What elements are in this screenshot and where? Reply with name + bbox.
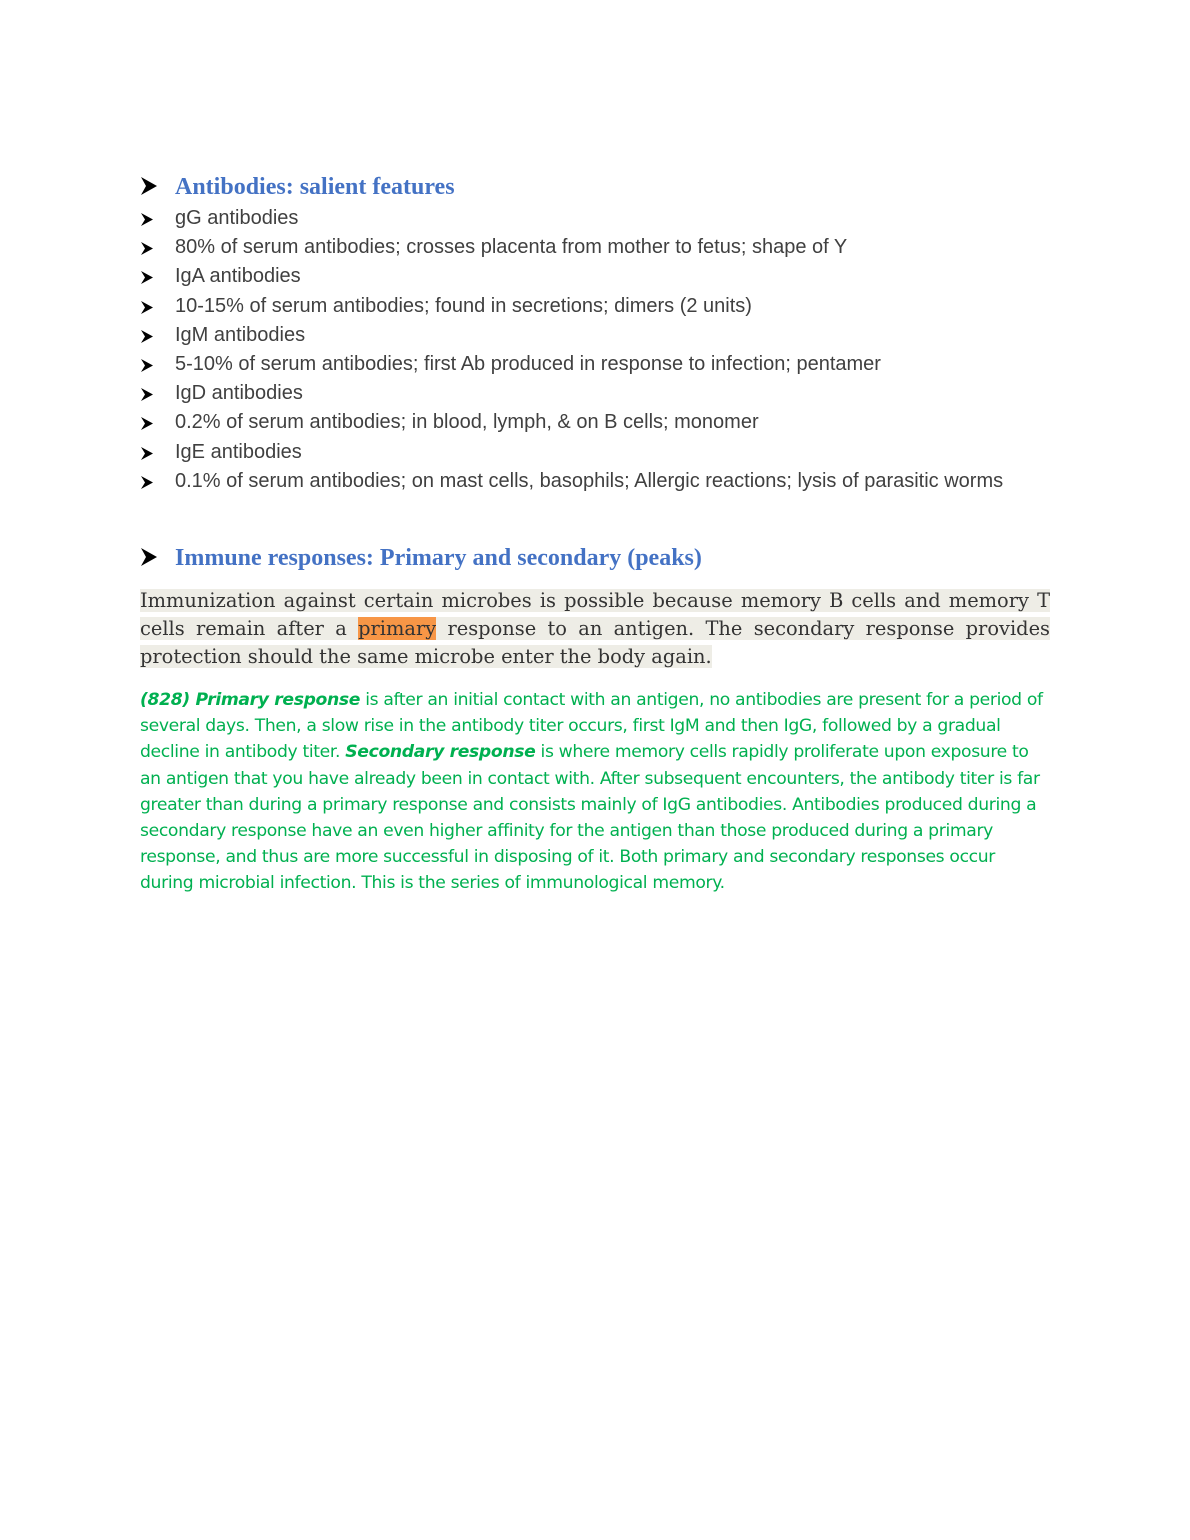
section-heading-antibodies [140,170,1050,204]
arrowhead-bullet-icon [140,350,175,373]
list-item-text: gG antibodies [175,207,299,229]
immunization-text-after: response to an antigen. The secondary response provides protection should the same microbe enter the body again. [140,617,1050,669]
arrowhead-bullet-icon [140,204,175,227]
list-item [140,379,1050,408]
list-item-text: IgA antibodies [175,265,301,288]
arrowhead-bullet-icon [140,292,175,315]
list-item [140,233,1050,262]
list-item [140,321,1050,350]
list-item-text: IgD antibodies [175,382,303,405]
list-item-text: IgM antibodies [175,323,306,346]
immunization-text-before: Immunization against certain microbes is possible because memory B cells and memory T cells remain after a [140,589,1050,641]
antibody-feature-list [140,204,1050,496]
arrowhead-bullet-icon [140,262,175,285]
arrowhead-bullet-icon [140,233,175,256]
list-item-text: IgE antibodies [175,440,302,463]
immunization-paragraph [140,587,1050,671]
list-item [140,467,1050,496]
primary-response-term: (828) Primary response [140,690,361,711]
arrowhead-bullet-icon [140,467,175,490]
secondary-response-term: Secondary response [345,742,536,763]
list-item [140,262,1050,291]
arrowhead-bullet-icon [140,408,175,431]
list-item [140,204,1050,233]
heading-text: Immune responses: Primary and secondary (peaks) [175,545,702,572]
list-item-text: 0.2% of serum antibodies; in blood, lymph, & on B cells; monomer [175,411,759,434]
arrowhead-bullet-icon [140,379,175,402]
notes-text-part1: is after an initial contact with an antigen, no antibodies are present for a period of several days. Then, a slow rise in the antibody titer occurs, first IgM and then IgG, followed by a gradual decline in antibody titer. [140,690,1043,763]
section-heading-immune-responses [140,541,1050,575]
notes-text-part2: is where memory cells rapidly proliferate upon exposure to an antigen that you have already been in contact with. After subsequent encounters, the antibody titer is far greater than during a primary response and consists mainly of IgG antibodies. Antibodies produced during a secondary response have an even higher affinity for the antigen than those produced during a primary response, and thus are more successful in disposing of it. Both primary and secondary responses occur during microbial infection. This is the series of immunological memory. [140,742,1040,894]
list-item [140,292,1050,321]
list-item-text: 10-15% of serum antibodies; found in secretions; dimers (2 units) [175,294,752,317]
heading-text: Antibodies: salient features [175,174,455,200]
list-item [140,350,1050,379]
arrowhead-bullet-icon [140,541,175,567]
document-content [140,170,1050,897]
highlighted-word: primary [358,617,437,641]
list-item [140,438,1050,467]
list-item-text: 5-10% of serum antibodies; first Ab produced in response to infection; pentamer [175,353,881,376]
arrowhead-bullet-icon [140,438,175,461]
list-item-text: 80% of serum antibodies; crosses placenta from mother to fetus; shape of Y [175,236,848,259]
arrowhead-bullet-icon [140,321,175,344]
response-notes-paragraph [140,687,1050,897]
list-item-text: 0.1% of serum antibodies; on mast cells, basophils; Allergic reactions; lysis of parasitic worms [175,469,1004,492]
arrowhead-bullet-icon [140,170,175,196]
list-item [140,408,1050,437]
